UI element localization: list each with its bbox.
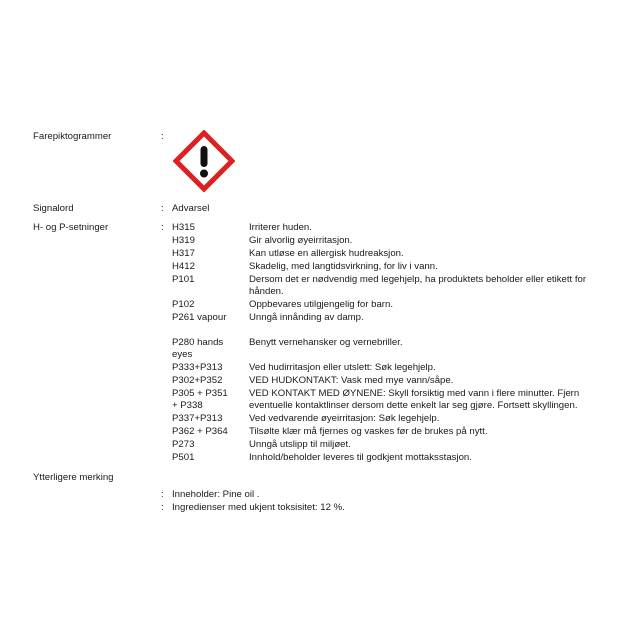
statement-code: P302+P352 (172, 375, 223, 386)
ghs07-exclamation-mark-icon (173, 130, 235, 192)
statements-label: H- og P-setninger (33, 222, 109, 233)
statement-code: H317 (172, 248, 195, 259)
statement-code: P280 hands (172, 337, 224, 348)
statement-text: Unngå innånding av damp. (249, 312, 364, 323)
additional-text: Ingredienser med ukjent toksisitet: 12 %. (172, 502, 345, 513)
statement-text: Kan utløse en allergisk hudreaksjon. (249, 248, 404, 259)
statement-code: P101 (172, 274, 195, 285)
statement-text: VED KONTAKT MED ØYNENE: Skyll forsiktig med vann i flere minutter. Fjern (249, 388, 580, 399)
statement-text: Innhold/beholder leveres til godkjent mottaksstasjon. (249, 452, 472, 463)
statement-text-continued: hånden. (249, 286, 284, 297)
statement-code: P362 + P364 (172, 426, 228, 437)
statement-text: Skadelig, med langtidsvirkning, for liv i vann. (249, 261, 438, 272)
statement-text: Oppbevares utilgjengelig for barn. (249, 299, 393, 310)
additional-text: Inneholder: Pine oil . (172, 489, 260, 500)
additional-marking-label: Ytterligere merking (33, 472, 114, 483)
statement-text: Unngå utslipp til miljøet. (249, 439, 351, 450)
additional-colon: : (161, 489, 164, 500)
statement-text: Ved hudirritasjon eller utslett: Søk legehjelp. (249, 362, 436, 373)
statement-code-continued: + P338 (172, 400, 203, 411)
statement-text: Dersom det er nødvendig med legehjelp, ha produktets beholder eller etikett for (249, 274, 587, 285)
statement-text: Tilsølte klær må fjernes og vaskes før de brukes på nytt. (249, 426, 488, 437)
signal-word-label: Signalord (33, 203, 74, 214)
statement-text: Irriterer huden. (249, 222, 312, 233)
statement-code: P102 (172, 299, 195, 310)
statement-text: Gir alvorlig øyeirritasjon. (249, 235, 353, 246)
statement-code: H319 (172, 235, 195, 246)
statement-text-continued: eventuelle kontaktlinser dersom dette enkelt lar seg gjøre. Fortsett skyllingen. (249, 400, 578, 411)
statement-code: H315 (172, 222, 195, 233)
statement-code: P501 (172, 452, 195, 463)
statement-code: P337+P313 (172, 413, 223, 424)
signal-word-colon: : (161, 203, 164, 214)
statement-code: P261 vapour (172, 312, 227, 323)
statement-code: P333+P313 (172, 362, 223, 373)
pictograms-label: Farepiktogrammer (33, 131, 112, 142)
statement-code: H412 (172, 261, 195, 272)
statements-colon: : (161, 222, 164, 233)
statement-code-continued: eyes (172, 349, 193, 360)
pictograms-colon: : (161, 131, 164, 142)
statement-code: P305 + P351 (172, 388, 228, 399)
signal-word-value: Advarsel (172, 203, 210, 214)
statement-text: VED HUDKONTAKT: Vask med mye vann/såpe. (249, 375, 454, 386)
statement-text: Benytt vernehansker og vernebriller. (249, 337, 403, 348)
additional-colon: : (161, 502, 164, 513)
statement-code: P273 (172, 439, 195, 450)
statement-text: Ved vedvarende øyeirritasjon: Søk legehjelp. (249, 413, 440, 424)
